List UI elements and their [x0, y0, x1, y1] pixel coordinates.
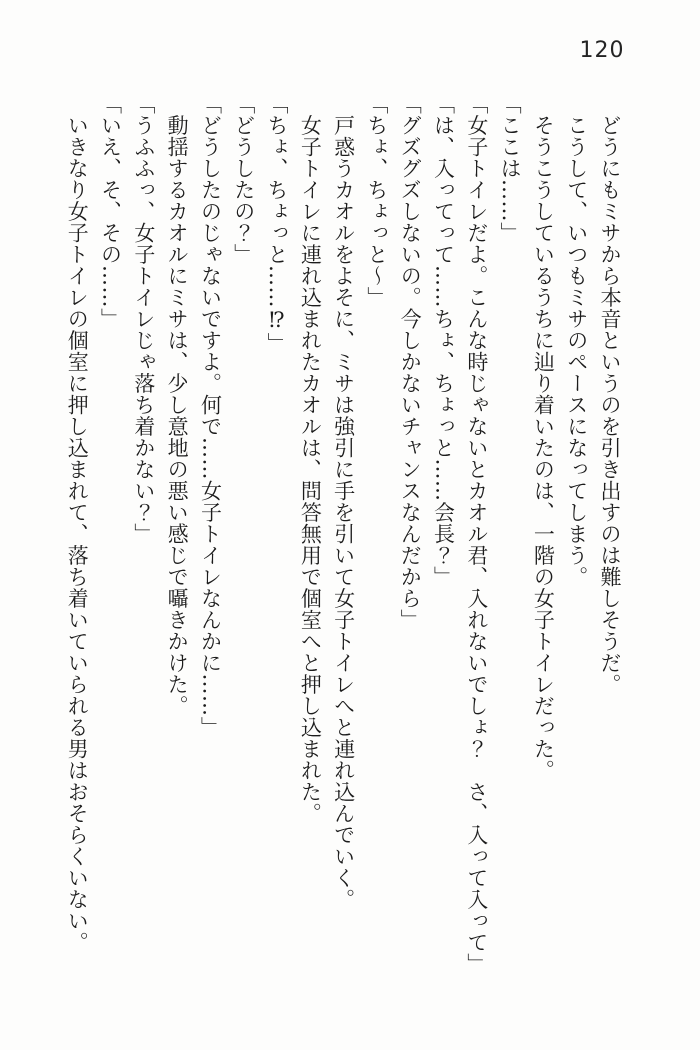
- paragraph-narration: こうして、いつもミサのペースになってしまう。: [564, 93, 589, 588]
- page-text: [60, 93, 626, 993]
- paragraph-narration: 戸惑うカオルをよそに、ミサは強引に手を引いて女子トイレへと連れ込んでいく。: [331, 93, 356, 910]
- paragraph-dialogue: 「女子トイレだよ。こんな時じゃないとカオル君、入れないでしょ？ さ、入って入って」: [464, 93, 489, 975]
- paragraph-dialogue: 「グズグズしないの。今しかないチャンスなんだから」: [398, 93, 423, 631]
- paragraph-dialogue: 「は、入ってって……ちょ、ちょっと……会長？」: [431, 93, 456, 588]
- paragraph-narration: そうこうしているうちに辿り着いたのは、一階の女子トイレだった。: [531, 93, 556, 781]
- paragraph-narration: 女子トイレに連れ込まれたカオルは、問答無用で個室へと押し込まれた。: [298, 93, 323, 824]
- paragraph-dialogue: 「ちょ、ちょっと〜」: [364, 93, 389, 308]
- paragraph-dialogue: 「どうしたの？」: [231, 93, 256, 265]
- paragraph-dialogue: 「いえ、そ、その……」: [98, 93, 123, 330]
- paragraph-dialogue: 「どうしたのじゃないですよ。何で……女子トイレなんかに……」: [198, 93, 223, 738]
- paragraph-narration: いきなり女子トイレの個室に押し込まれて、落ち着いていられる男はおそらくいない。: [65, 93, 90, 953]
- paragraph-dialogue: 「ここは……」: [498, 93, 523, 244]
- paragraph-narration: どうにもミサから本音というのを引き出すのは難しそうだ。: [598, 93, 622, 695]
- paragraph-dialogue: 「ちょ、ちょっと……⁉」: [265, 93, 290, 354]
- page-number: 120: [579, 38, 625, 63]
- paragraph-narration: 動揺するカオルにミサは、少し意地の悪い感じで囁きかけた。: [165, 93, 190, 717]
- paragraph-dialogue: 「うふふっ、女子トイレじゃ落ち着かない？」: [131, 93, 156, 545]
